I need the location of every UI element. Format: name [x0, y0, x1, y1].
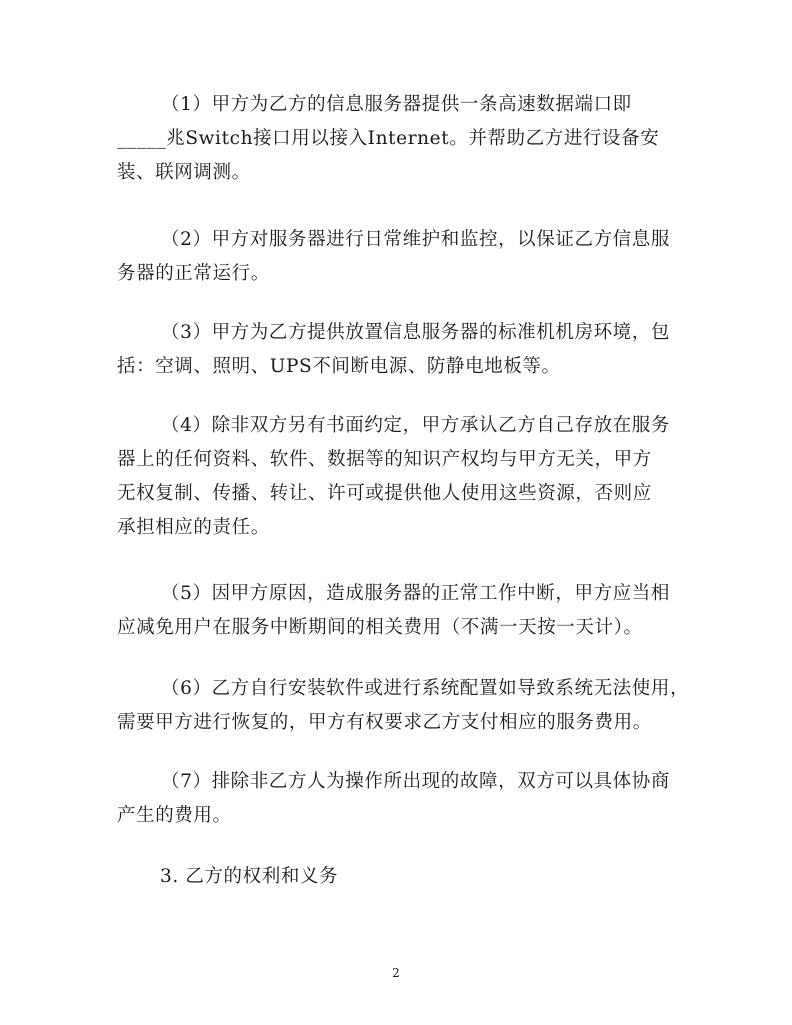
clause-2-line-1: （2）甲方对服务器进行日常维护和监控，以保证乙方信息服 — [161, 229, 670, 250]
clause-5-line-2: 应减免用户在服务中断期间的相关费用（不满一天按一天计）。 — [117, 617, 643, 638]
clause-3-line-2: 括：空调、照明、UPS不间断电源、防静电地板等。 — [117, 356, 561, 377]
clause-6-line-2: 需要甲方进行恢复的，甲方有权要求乙方支付相应的服务费用。 — [117, 712, 652, 733]
clause-5-line-1: （5）因甲方原因，造成服务器的正常工作中断，甲方应当相 — [161, 583, 670, 604]
clause-2-line-2: 务器的正常运行。 — [117, 263, 270, 284]
clause-1-line-3: 装、联网调测。 — [117, 162, 251, 183]
clause-4 — [117, 409, 687, 545]
section-heading: 3. 乙方的权利和义务 — [160, 866, 339, 887]
clause-6-line-1: （6）乙方自行安装软件或进行系统配置如导致系统无法使用， — [161, 678, 690, 699]
clause-7-line-2: 产生的费用。 — [117, 805, 232, 826]
clause-4-line-4: 承担相应的责任。 — [117, 517, 270, 538]
clause-2 — [117, 223, 687, 291]
clause-7-line-1: （7）排除非乙方人为操作所出现的故障，双方可以具体协商 — [161, 771, 670, 792]
clause-3-line-1: （3）甲方为乙方提供放置信息服务器的标准机机房环境，包 — [161, 322, 670, 343]
clause-1-line-1: （1）甲方为乙方的信息服务器提供一条高速数据端口即 — [161, 94, 632, 115]
clause-1-line-2: _____兆Switch接口用以接入Internet。并帮助乙方进行设备安 — [117, 128, 660, 149]
clause-3 — [117, 316, 687, 384]
clause-6 — [117, 672, 690, 740]
clause-4-line-3: 无权复制、传播、转让、许可或提供他人使用这些资源，否则应 — [117, 483, 652, 504]
page-number: 2 — [392, 966, 400, 980]
clause-1 — [117, 88, 687, 190]
clause-4-line-1: （4）除非双方另有书面约定，甲方承认乙方自己存放在服务 — [161, 415, 670, 436]
clause-7 — [117, 765, 687, 833]
clause-4-line-2: 器上的任何资料、软件、数据等的知识产权均与甲方无关，甲方 — [117, 449, 652, 470]
clause-5 — [117, 577, 687, 645]
